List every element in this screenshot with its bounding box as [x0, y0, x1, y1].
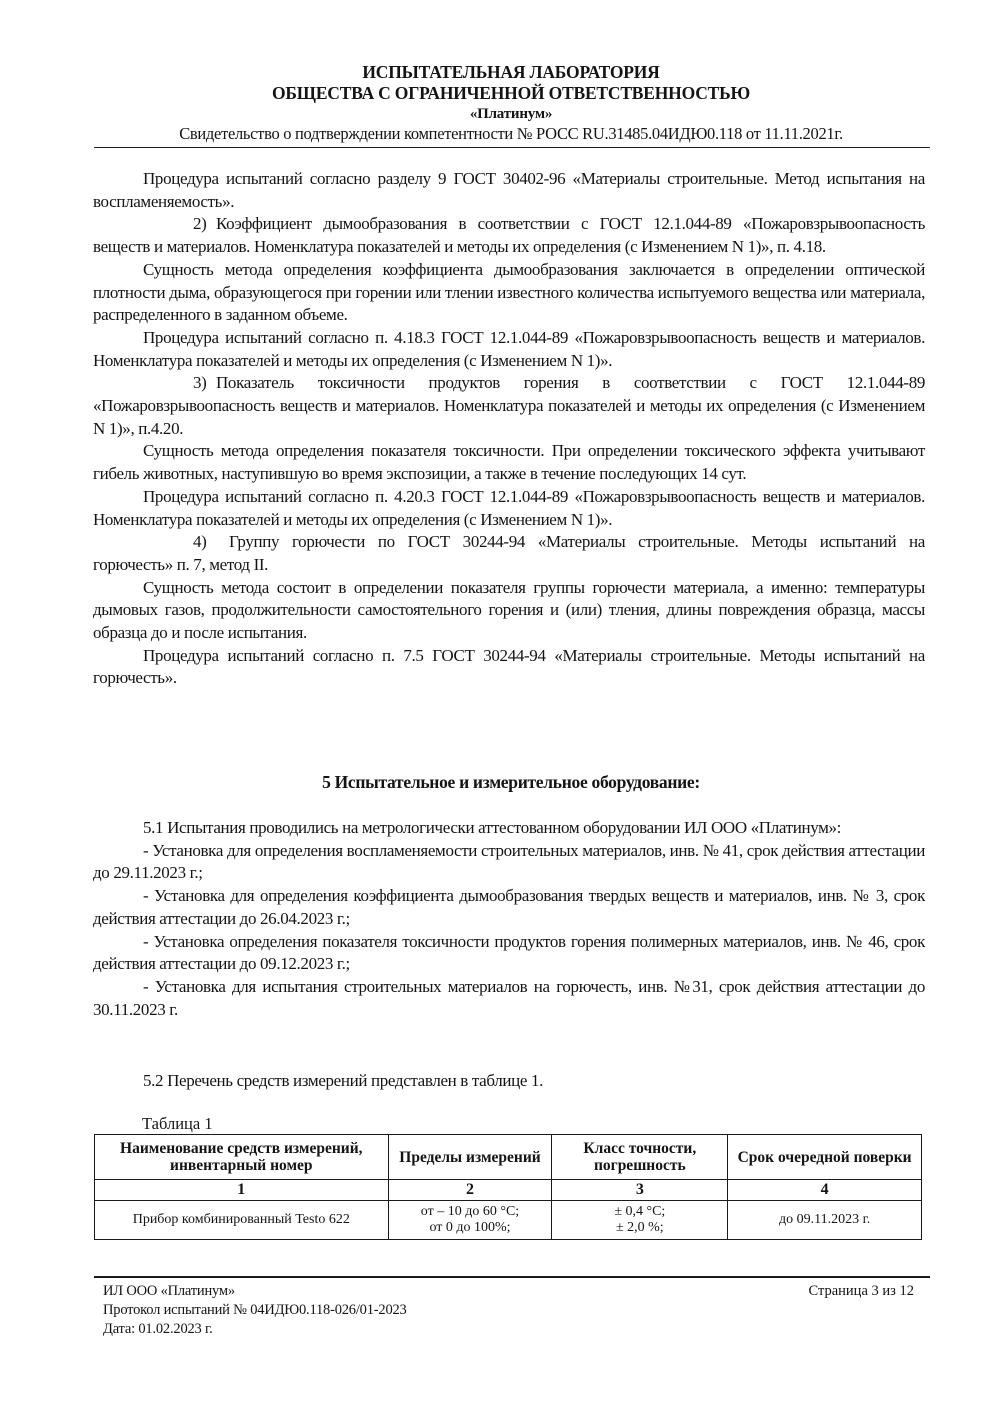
list-number: 2) — [193, 214, 207, 234]
paragraph-5-2: 5.2 Перечень средств измерений представлен в таблице 1. — [143, 1071, 544, 1090]
table-caption: Таблица 1 — [142, 1114, 213, 1133]
header-divider — [94, 147, 930, 148]
paragraph: Сущность метода определения коэффициента дымообразования заключается в определении оптической плотности дыма, образующегося при горении или тлении известного количества испытуемого вещества или материала, распределенного в заданном объеме. — [93, 259, 925, 325]
accuracy-line: ± 2,0 %; — [615, 1220, 664, 1235]
equipment-section — [93, 817, 925, 1021]
paragraph: Процедура испытаний согласно п. 4.20.3 ГОСТ 12.1.044-89 «Пожаровзрывоопасность веществ и материалов. Номенклатура показателей и методы их определения (с Изменением N 1)». — [93, 486, 925, 529]
column-number: 3 — [552, 1180, 728, 1201]
instrument-name: Прибор комбинированный Testo 622 — [95, 1201, 389, 1240]
certificate-line: Свидетельство о подтверждении компетентности № РОСС RU.31485.04ИДЮ0.118 от 11.11.2021г. — [179, 124, 843, 143]
list-item-2 — [93, 213, 925, 258]
lab-title-line2: ОБЩЕСТВА С ОГРАНИЧЕННОЙ ОТВЕТСТВЕННОСТЬЮ — [272, 83, 750, 103]
column-number: 1 — [95, 1180, 389, 1201]
equipment-item: - Установка для испытания строительных материалов на горючесть, инв. №31, срок действия аттестации до 30.11.2023 г. — [93, 976, 925, 1019]
range-line: от 0 до 100%; — [429, 1220, 511, 1235]
accuracy — [552, 1201, 728, 1240]
footer-protocol: Протокол испытаний № 04ИДЮ0.118-026/01-2023 — [103, 1302, 407, 1318]
column-header: Наименование средств измерений, инвентарный номер — [95, 1135, 389, 1180]
equipment-item: - Установка для определения воспламеняемости строительных материалов, инв. № 41, срок действия аттестации до 29.11.2023 г.; — [93, 840, 925, 883]
paragraph-5-1: 5.1 Испытания проводились на метрологически аттестованном оборудовании ИЛ ООО «Платинум»: — [143, 818, 842, 837]
accuracy-line: ± 0,4 °С; — [614, 1204, 666, 1219]
measurement-instruments-table — [94, 1134, 922, 1240]
table-row — [95, 1201, 922, 1240]
paragraph: Сущность метода определения показателя токсичности. При определении токсического эффекта учитывают гибель животных, наступившую во время экспозиции, а также в течение последующих 14 сут. — [93, 441, 925, 484]
methods-section — [93, 168, 925, 690]
list-number: 3) — [193, 373, 207, 393]
list-text: Показатель токсичности продуктов горения в соответствии с ГОСТ 12.1.044-89 «Пожаровзрывоопасность веществ и материалов. Номенклатура показателей и методы их определения (с Изменением N 1)», п.4.20. — [93, 373, 925, 438]
paragraph: Процедура испытаний согласно разделу 9 ГОСТ 30402-96 «Материалы строительные. Метод испытания на воспламеняемость». — [93, 169, 925, 211]
equipment-item: - Установка определения показателя токсичности продуктов горения полимерных материалов, инв. № 46, срок действия аттестации до 09.12.2023 г.; — [93, 931, 925, 974]
footer-info — [103, 1282, 407, 1339]
lab-title-line1: ИСПЫТАТЕЛЬНАЯ ЛАБОРАТОРИЯ — [362, 62, 660, 82]
paragraph: Сущность метода состоит в определении показателя группы горючести материала, а именно: температуры дымовых газов, продолжительности самостоятельного горения и (или) тления, длины повреждения образца, массы образца до и после испытания. — [93, 577, 925, 643]
section-5-title: 5 Испытательное и измерительное оборудование: — [322, 772, 700, 792]
next-verification-date: до 09.11.2023 г. — [728, 1201, 922, 1240]
list-item-4 — [93, 531, 925, 576]
paragraph: Процедура испытаний согласно п. 7.5 ГОСТ 30244-94 «Материалы строительные. Методы испытаний на горючесть». — [93, 645, 925, 688]
page-number: Страница 3 из 12 — [808, 1283, 914, 1299]
footer-date: Дата: 01.02.2023 г. — [103, 1321, 213, 1337]
column-header: Пределы измерений — [388, 1135, 552, 1180]
equipment-item: - Установка для определения коэффициента дымообразования твердых веществ и материалов, инв. № 3, срок действия аттестации до 26.04.2023 г.; — [93, 886, 925, 928]
paragraph: Процедура испытаний согласно п. 4.18.3 ГОСТ 12.1.044-89 «Пожаровзрывоопасность веществ и материалов. Номенклатура показателей и методы их определения (с Изменением N 1)». — [93, 327, 925, 370]
column-number: 2 — [388, 1180, 552, 1201]
list-item-3 — [93, 372, 925, 440]
range-line: от – 10 до 60 °С; — [420, 1204, 520, 1219]
measurement-range — [388, 1201, 552, 1240]
column-number-row — [95, 1180, 922, 1201]
list-text: Коэффициент дымообразования в соответствии с ГОСТ 12.1.044-89 «Пожаровзрывоопасность веществ и материалов. Номенклатура показателей и методы их определения (с Изменением N 1)», п. 4.18. — [93, 214, 925, 257]
column-header: Срок очередной поверки — [728, 1135, 922, 1180]
footer-org: ИЛ ООО «Платинум» — [103, 1283, 235, 1299]
column-number: 4 — [728, 1180, 922, 1201]
list-text: Группу горючести по ГОСТ 30244-94 «Материалы строительные. Методы испытаний на горючесть» п. 7, метод II. — [93, 532, 925, 574]
table-header-row — [95, 1135, 922, 1180]
footer-divider — [94, 1276, 930, 1278]
list-number: 4) — [193, 532, 207, 552]
column-header: Класс точности, погрешность — [552, 1135, 728, 1180]
lab-name: «Платинум» — [469, 106, 553, 122]
